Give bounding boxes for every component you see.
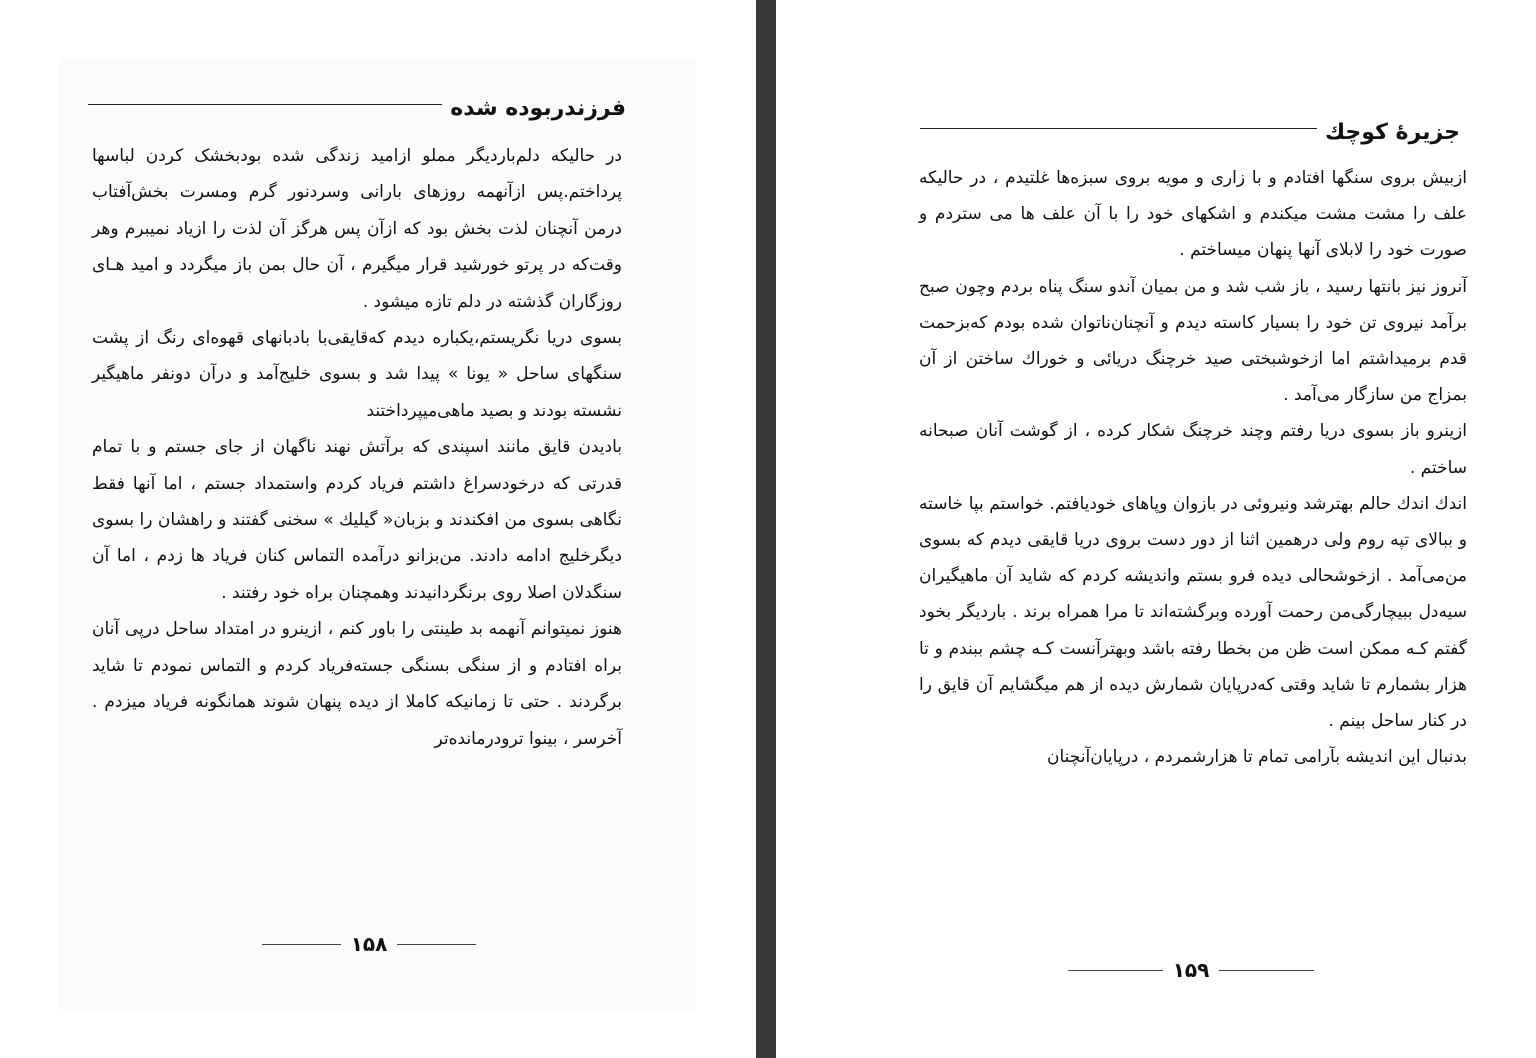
right-body-text: [919, 160, 1467, 775]
left-running-header: [88, 96, 626, 121]
book-gutter: [756, 0, 776, 1058]
right-header-rule: [920, 128, 1317, 129]
left-header-rule: [88, 104, 442, 105]
left-paragraph: بسوی دریا نگریستم،یکباره دیدم که‌قایقی‌با بادبانهای قهوه‌ای رنگ از پشت سنگهای ساحل « یونا » پیدا شد و بسوی خلیج‌آمد و درآن دونفر ماهیگیر نشسته بودند و بصید ماهی‌میپرداختند: [92, 328, 622, 421]
right-page-number: ۱۵۹: [1172, 958, 1210, 982]
left-page: [0, 0, 756, 1058]
right-folio-rule-right: [1219, 970, 1314, 971]
right-paragraph: اندك اندك حالم بهترشد ونیروئی در بازوان وپاهای خودیافتم. خواستم بپا خاسته و ببالای تپه روم ولی درهمین اثنا از دور دست بروی دریا قایقی دیدم که بسوی من‌می‌آمد . ازخوشحالی دیده فرو بستم واندیشه کردم که شاید آن ماهیگیران سیه‌دل ببیچارگی‌من رحمت آورده وبرگشته‌اند تا مرا همراه برند . باردیگر بخود گفتم کـه ممکن است ظن من بخطا رفته باشد وبهترآنست کـه چشم ببندم و تا هزار بشمارم تا شاید وقتی که‌درپایان شمارش دیده از هم میگشایم آن قایق را در کنار ساحل بینم .: [919, 493, 1467, 732]
left-body-text: [92, 138, 622, 757]
left-paragraph: هنوز نمیتوانم آنهمه بد طینتی را باور کنم ، ازینرو در امتداد ساحل درپی آنان براه افتادم و از سنگی بسنگی جسته‌فریاد کردم و التماس نمودم تا شاید برگردند . حتی تا زمانیکه کاملا از دیده پنهان شوند همانگونه فریاد میزدم . آخرسر ، بینوا ترودرمانده‌تر: [92, 619, 622, 749]
left-folio-rule-right: [397, 944, 476, 945]
right-paragraph: ازبیش بروی سنگها افتادم و با زاری و مویه بروی سبزه‌ها غلتیدم ، در حالیکه علف را مشت مشت میکندم و اشکهای خود را با آن علف ها می ستردم و صورت خود را لابلای آنها پنهان میساختم .: [919, 168, 1467, 261]
right-folio-rule-left: [1068, 970, 1163, 971]
right-header-title: جزیرهٔ کوچك: [1324, 120, 1460, 145]
right-paragraph: بدنبال این اندیشه بآرامی تمام تا هزارشمردم ، درپایان‌آنچنان: [1047, 747, 1467, 768]
right-folio: [1068, 958, 1314, 982]
left-paragraph: بادیدن قایق مانند اسپندی که برآتش نهند ناگهان از جای جستم و با تمام قدرتی که درخودسراغ داشتم فریاد کردم واستمداد جستم ، اما آنها فقط نگاهی بسوی من افکندند و بزبان« گیلیك » سخنی گفتند و راهشان را بسوی دیگرخلیج ادامه دادند. من‌بزانو درآمده التماس کنان فریاد ها زدم ، اما آن سنگدلان اصلا روی برنگردانیدند وهمچنان براه خود رفتند .: [92, 437, 622, 603]
right-paragraph: آنروز نیز بانتها رسید ، باز شب شد و من بمیان آندو سنگ پناه بردم وچون صبح برآمد نیروی تن خود را بسیار کاسته دیدم و آنچنان‌ناتوان شده بودم که‌بزحمت قدم برمیداشتم اما ازخوشبختی صید خرچنگ دریائی و خوراك ساختن از آن بمزاج من سازگار می‌آمد .: [919, 276, 1467, 406]
left-folio: [262, 932, 476, 956]
left-header-title: فرزندربوده شده: [450, 96, 626, 121]
left-page-number: ۱۵۸: [350, 932, 388, 956]
right-paragraph: ازینرو باز بسوی دریا رفتم وچند خرچنگ شکار کرده ، از گوشت آنان صبحانه ساختم .: [919, 421, 1467, 478]
right-page: [776, 0, 1536, 1058]
left-paragraph: در حالیکه دلم‌باردیگر مملو ازامید زندگی شده بودبخشک کردن لباسها پرداختم‌.پس ازآنهمه روزهای بارانی وسردنور گرم ومسرت بخش‌آفتاب درمن آنچنان لذت بخش بود که ازآن پس هرگز آن لذت را ازیاد نمیبرم وهر وقت‌که در پرتو خورشید قرار میگیرم ، آن حال بمن باز میگردد و امید هـای روزگاران گذشته در دلم تازه میشود .: [92, 146, 622, 312]
left-folio-rule-left: [262, 944, 341, 945]
right-running-header: [920, 120, 1460, 145]
